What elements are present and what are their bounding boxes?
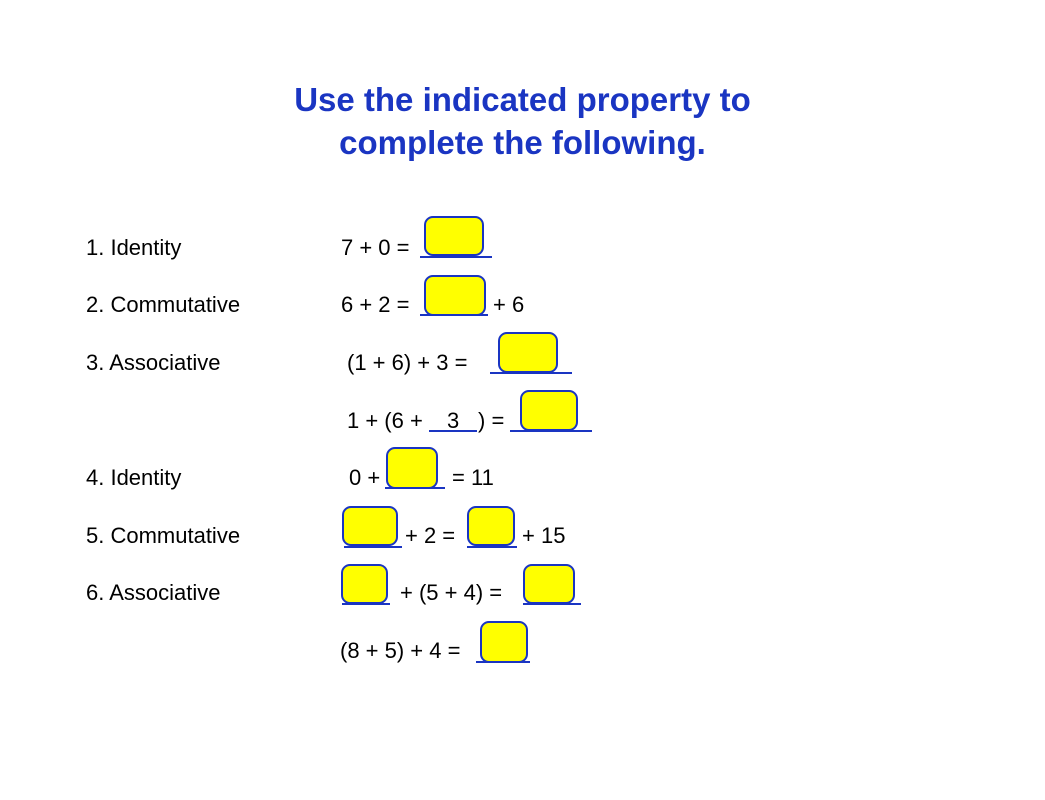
problem-6-answer-box-1[interactable]	[341, 564, 388, 604]
problem-3-label: 3. Associative	[86, 350, 221, 375]
problem-5-blank-2	[467, 546, 517, 548]
problem-6b-answer-box[interactable]	[480, 621, 528, 663]
problem-3-answer-box[interactable]	[498, 332, 558, 373]
problem-3b-filled-value: 3	[447, 408, 460, 433]
page-title	[0, 78, 1045, 164]
title-line-2: complete the following.	[339, 124, 706, 161]
title-line-1: Use the indicated property to	[294, 81, 751, 118]
problem-3-expression: (1 + 6) + 3 =	[347, 350, 468, 375]
problem-3b-answer-box[interactable]	[520, 390, 578, 431]
problem-5-label: 5. Commutative	[86, 523, 241, 548]
problem-6-expression-after: + (5 + 4) =	[400, 580, 503, 605]
problem-1-expression: 7 + 0 =	[341, 235, 410, 260]
problem-1-answer-box[interactable]	[424, 216, 484, 256]
problem-4-label: 4. Identity	[86, 465, 182, 490]
problem-6-answer-box-2[interactable]	[523, 564, 575, 604]
problem-6b-expression: (8 + 5) + 4 =	[340, 638, 461, 663]
problem-4-expression-pre: 0 +	[349, 465, 381, 490]
problem-3b-expression-post: ) =	[478, 408, 505, 433]
problem-1-label: 1. Identity	[86, 235, 182, 260]
problem-2-answer-box[interactable]	[424, 275, 486, 316]
problem-5-expression-mid: + 2 =	[405, 523, 456, 548]
problem-6-label: 6. Associative	[86, 580, 221, 605]
problem-5-expression-after: + 15	[522, 523, 566, 548]
problem-5-blank-1	[344, 546, 402, 548]
problem-1-blank	[420, 256, 492, 258]
problem-4-expression-post: = 11	[452, 465, 494, 490]
problem-5-answer-box-1[interactable]	[342, 506, 398, 546]
problem-2-expression-after: + 6	[493, 292, 525, 317]
problem-4-answer-box[interactable]	[386, 447, 438, 489]
problem-2-label: 2. Commutative	[86, 292, 241, 317]
problem-2-expression: 6 + 2 =	[341, 292, 410, 317]
problem-3b-expression-pre: 1 + (6 +	[347, 408, 423, 433]
problem-5-answer-box-2[interactable]	[467, 506, 515, 546]
